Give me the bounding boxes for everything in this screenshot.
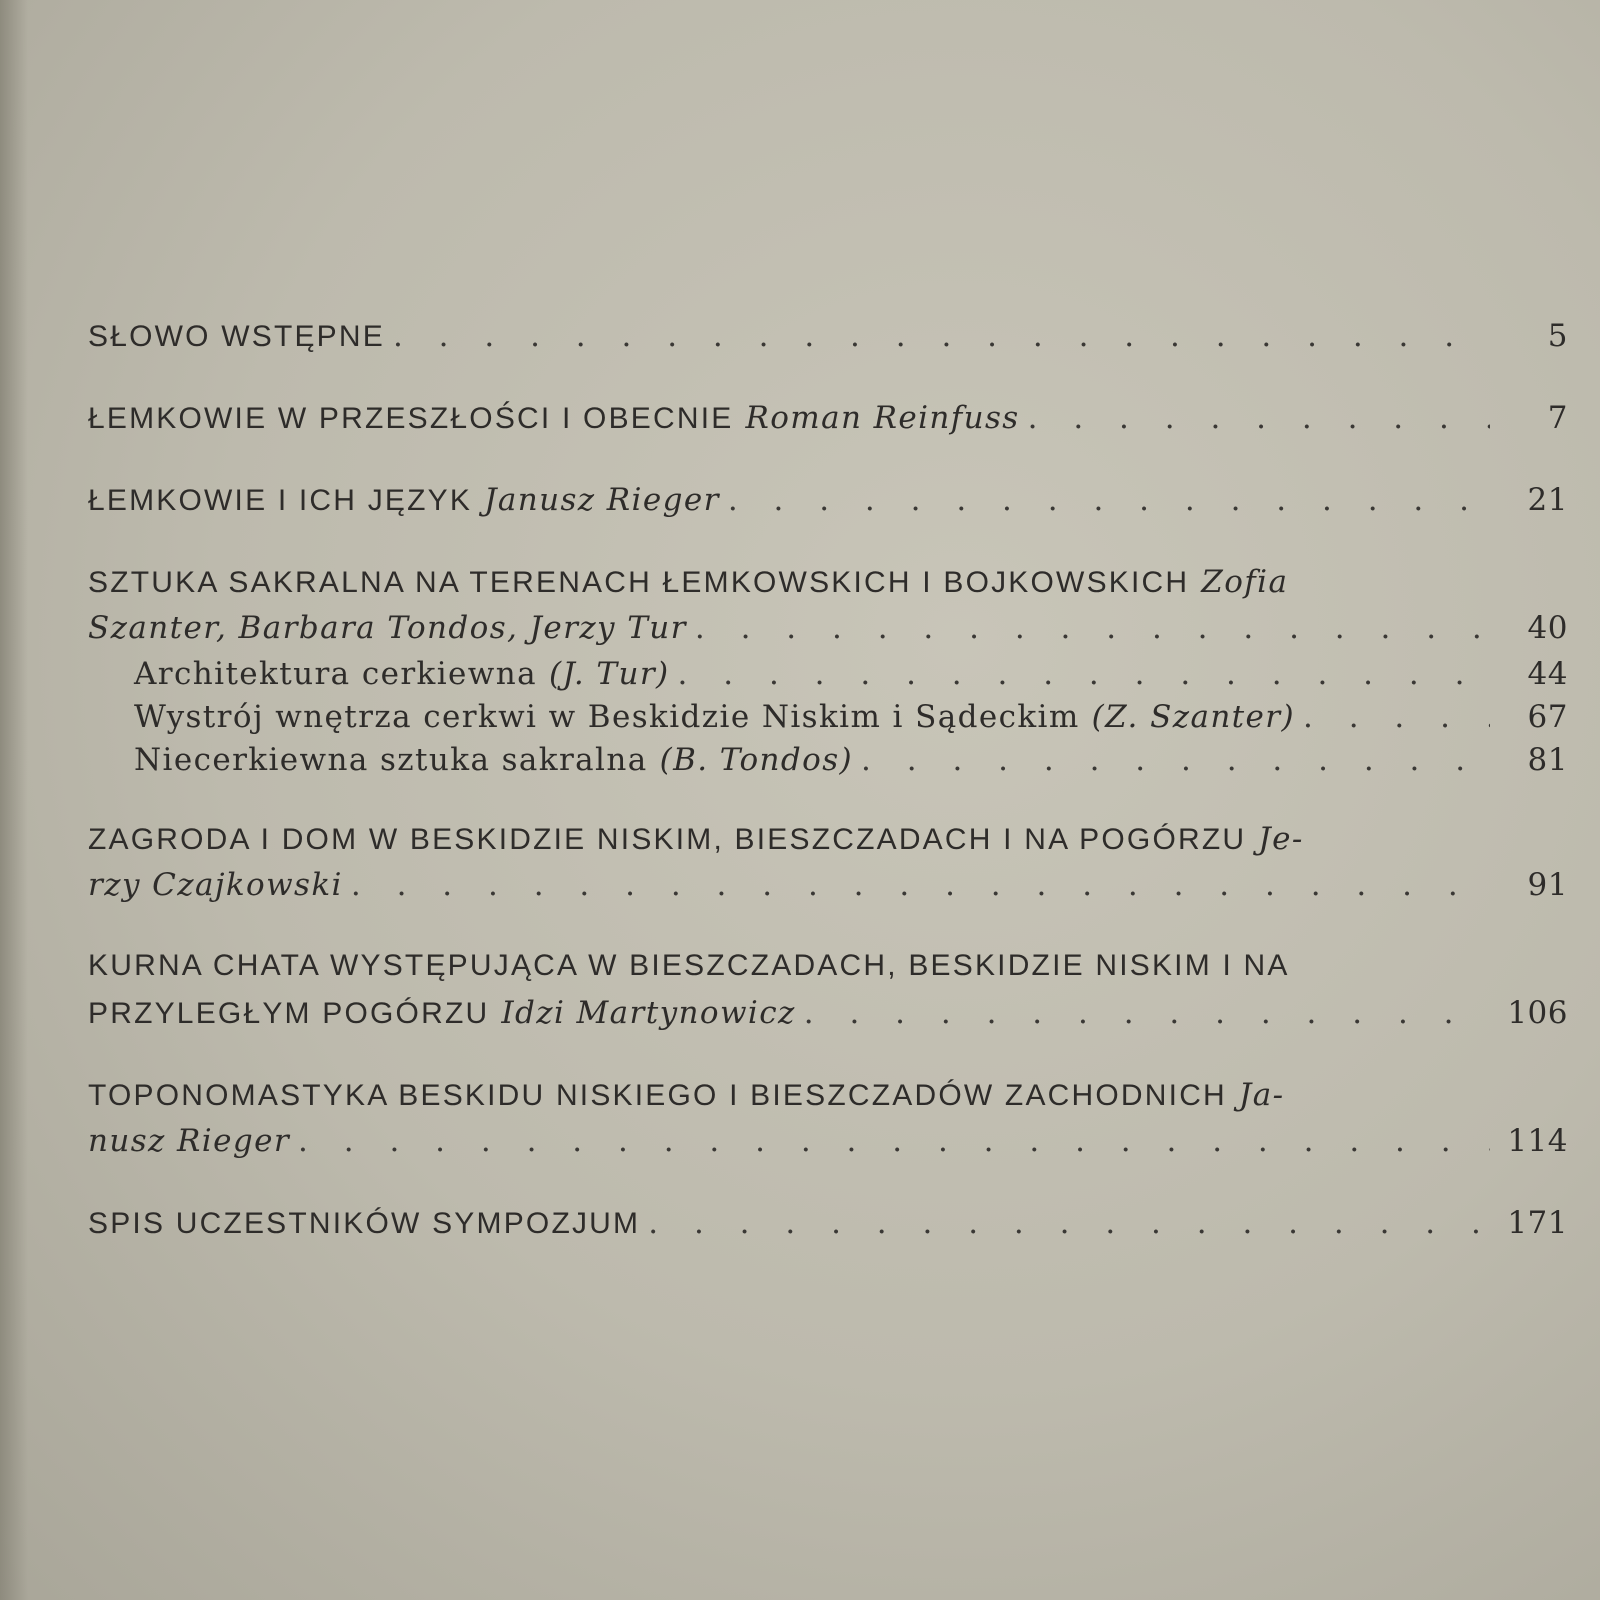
entry-title: ZAGRODA I DOM W BESKIDZIE NISKIM, BIESZCZADACH I NA POGÓRZU (88, 823, 1247, 856)
leader-dots (648, 1205, 1490, 1241)
toc-entry (88, 1077, 1568, 1169)
entry-author: Szanter, Barbara Tondos, Jerzy Tur (88, 610, 687, 646)
subentry-author: (J. Tur) (548, 656, 670, 692)
leader-dots (678, 656, 1490, 692)
page-number: 81 (1527, 742, 1568, 778)
entry-author: Ja- (1238, 1077, 1285, 1113)
leader-dots (804, 995, 1490, 1031)
entry-author: Idzi Martynowicz (501, 995, 796, 1031)
entry-title: SPIS UCZESTNIKÓW SYMPOZJUM (88, 1207, 641, 1240)
page-number: 40 (1527, 610, 1568, 646)
subentry-author: (Z. Szanter) (1091, 699, 1296, 735)
toc-subentry (88, 699, 1568, 742)
subentry-title: Niecerkiewna sztuka sakralna (134, 742, 648, 778)
toc-entry (88, 318, 1568, 364)
entry-author: Roman Reinfuss (745, 400, 1020, 436)
entry-title: SZTUKA SAKRALNA NA TERENACH ŁEMKOWSKICH I BOJKOWSKICH (88, 566, 1190, 599)
entry-title: ŁEMKOWIE I ICH JĘZYK (88, 484, 473, 517)
toc-entry (88, 949, 1568, 1041)
leader-dots (695, 610, 1490, 646)
entry-author: Je- (1258, 821, 1304, 857)
toc-entry (88, 482, 1568, 528)
toc-subentry (88, 742, 1568, 785)
leader-dots (393, 318, 1490, 354)
leader-dots (298, 1123, 1490, 1159)
page-number: 171 (1507, 1205, 1568, 1241)
leader-dots (728, 482, 1490, 518)
leader-dots (1303, 699, 1490, 735)
page-number: 91 (1527, 867, 1568, 903)
entry-title: SŁOWO WSTĘPNE (88, 320, 385, 353)
entry-title: PRZYLEGŁYM POGÓRZU (88, 997, 490, 1030)
entry-author: nusz Rieger (88, 1123, 291, 1159)
entry-author: Zofia (1201, 564, 1289, 600)
toc-entry (88, 564, 1568, 785)
leader-dots (861, 742, 1490, 778)
entry-author: rzy Czajkowski (88, 867, 343, 903)
toc-subentry (88, 656, 1568, 699)
page-number: 44 (1527, 656, 1568, 692)
page-number: 7 (1547, 400, 1568, 436)
subentry-title: Wystrój wnętrza cerkwi w Beskidzie Niskim i Sądeckim (134, 699, 1080, 735)
toc-entry (88, 400, 1568, 446)
entry-title: TOPONOMASTYKA BESKIDU NISKIEGO I BIESZCZADÓW ZACHODNICH (88, 1079, 1227, 1112)
page-number: 106 (1507, 995, 1568, 1031)
page-number: 5 (1547, 318, 1568, 354)
page-number: 21 (1527, 482, 1568, 518)
page-number: 67 (1527, 699, 1568, 735)
toc-entry (88, 1205, 1568, 1251)
entry-title: KURNA CHATA WYSTĘPUJĄCA W BIESZCZADACH, BESKIDZIE NISKIM I NA (88, 949, 1290, 982)
leader-dots (1028, 400, 1490, 436)
table-of-contents (88, 318, 1568, 1287)
page-number: 114 (1507, 1123, 1568, 1159)
entry-author: Janusz Rieger (484, 482, 720, 518)
subentry-author: (B. Tondos) (659, 742, 854, 778)
toc-entry (88, 821, 1568, 913)
leader-dots (351, 867, 1490, 903)
subentry-title: Architektura cerkiewna (134, 656, 537, 692)
entry-title: ŁEMKOWIE W PRZESZŁOŚCI I OBECNIE (88, 402, 734, 435)
